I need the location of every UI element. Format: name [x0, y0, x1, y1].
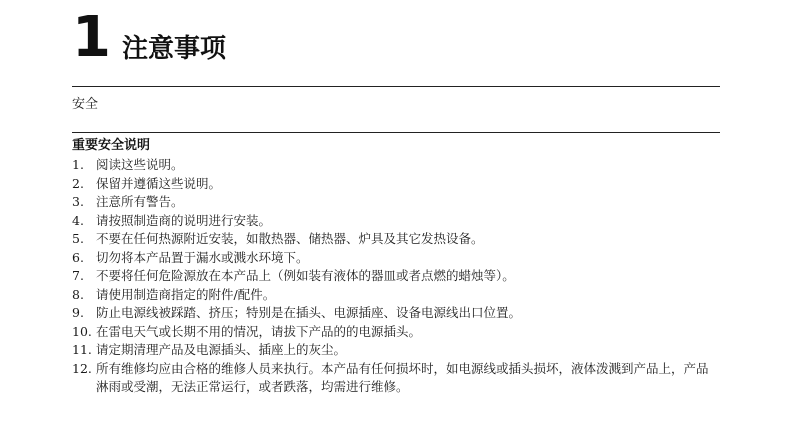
item-text: 保留并遵循这些说明。: [96, 175, 222, 191]
item-text: 请定期清理产品及电源插头、插座上的灰尘。: [96, 342, 347, 357]
item-text: 阅读这些说明。: [96, 157, 184, 172]
item-number: 5.: [72, 231, 84, 246]
list-item: [72, 267, 720, 286]
item-text: 切勿将本产品置于漏水或溅水环境下。: [96, 249, 309, 265]
list-item: [72, 212, 720, 231]
item-text: 不要在任何热源附近安装，如散热器、储热器、炉具及其它发热设备。: [96, 231, 484, 246]
instructions-heading: 重要安全说明: [72, 138, 151, 153]
item-number: 1.: [72, 157, 84, 172]
item-text: 请按照制造商的说明进行安装。: [96, 212, 272, 228]
item-number: 2.: [72, 175, 84, 191]
list-item: [72, 230, 720, 249]
list-item: [72, 323, 720, 342]
list-item: [72, 360, 720, 397]
item-number: 10.: [72, 323, 92, 339]
list-item: [72, 175, 720, 194]
item-number: 7.: [72, 268, 84, 283]
item-text: 注意所有警告。: [96, 194, 184, 209]
item-text: 所有维修均应由合格的维修人员来执行。本产品有任何损坏时，如电源线或插头损坏，液体泼溅到产品上，产品淋雨或受潮，无法正常运行，或者跌落，均需进行维修。: [96, 360, 709, 394]
item-number: 8.: [72, 286, 84, 302]
item-text: 请使用制造商指定的附件/配件。: [96, 286, 276, 302]
list-item: [72, 193, 720, 212]
item-text: 防止电源线被踩踏、挤压；特别是在插头、电源插座、设备电源线出口位置。: [96, 305, 522, 320]
item-number: 4.: [72, 212, 84, 228]
section-divider: [72, 132, 720, 133]
item-number: 11.: [72, 342, 92, 357]
chapter-title: 注意事项: [122, 34, 227, 64]
item-number: 3.: [72, 194, 84, 209]
list-item: [72, 304, 720, 323]
item-number: 6.: [72, 249, 84, 265]
list-item: [72, 156, 720, 175]
item-number: 9.: [72, 305, 84, 320]
item-text: 在雷电天气或长期不用的情况，请拔下产品的的电源插头。: [96, 323, 422, 339]
list-item: [72, 286, 720, 305]
list-item: [72, 249, 720, 268]
chapter-number: 1: [72, 5, 111, 70]
list-item: [72, 341, 720, 360]
instruction-list: [72, 156, 720, 397]
header-divider: [72, 86, 720, 87]
item-number: 12.: [72, 360, 92, 376]
section-label: 安全: [72, 97, 99, 112]
item-text: 不要将任何危险源放在本产品上（例如装有液体的器皿或者点燃的蜡烛等）。: [96, 268, 515, 283]
